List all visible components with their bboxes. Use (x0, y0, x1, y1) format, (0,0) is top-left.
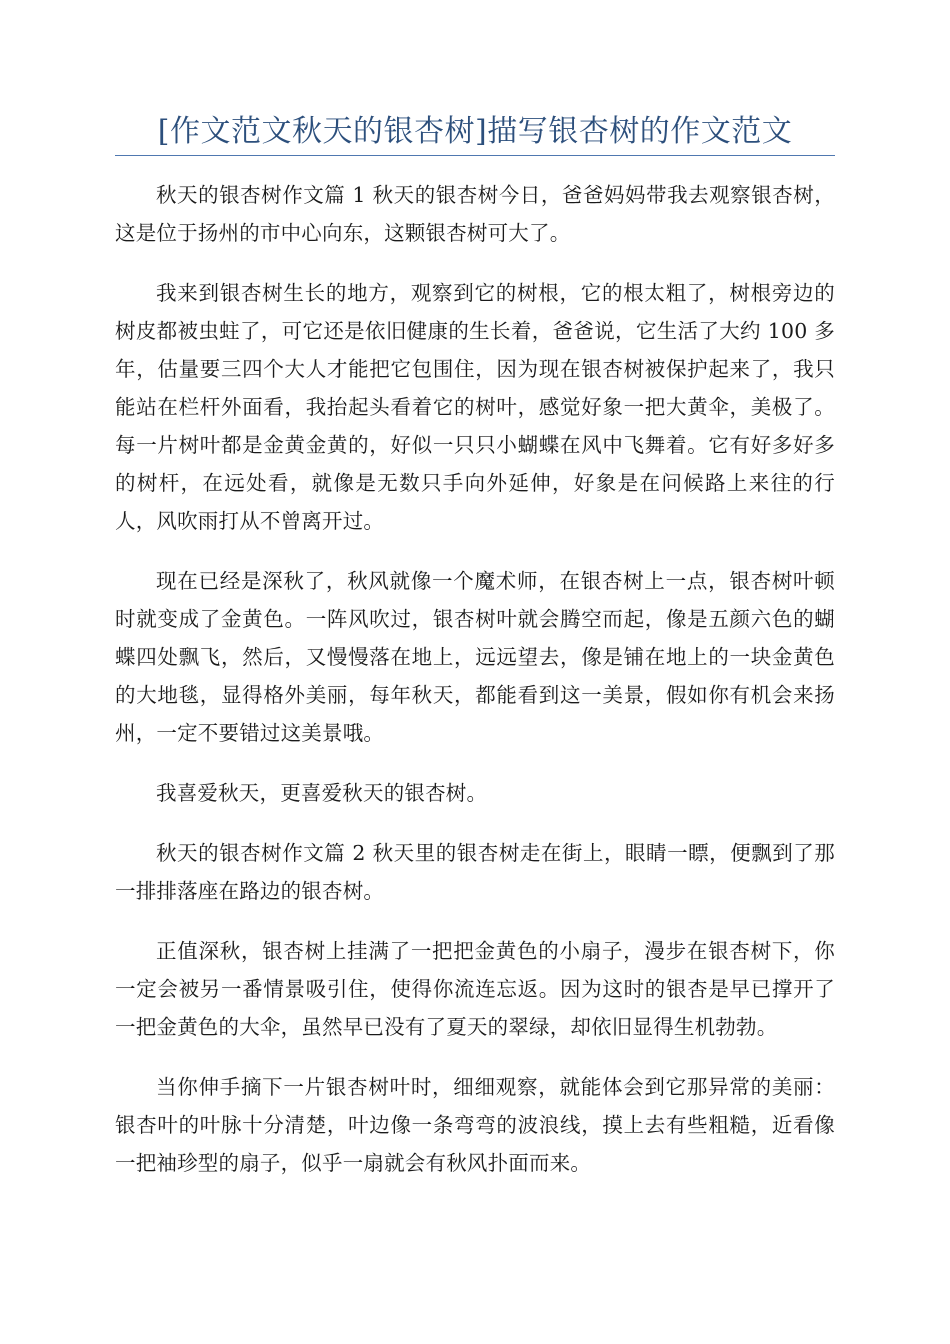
paragraph-5: 秋天的银杏树作文篇 2 秋天里的银杏树走在街上，眼睛一瞟，便飘到了那一排排落座在路边的银杏树。 (115, 841, 835, 903)
paragraph-2: 我来到银杏树生长的地方，观察到它的树根，它的根太粗了，树根旁边的树皮都被虫蛀了，可它还是依旧健康的生长着，爸爸说，它生活了大约 100 多年，估量要三四个大人才能把它包围住，因为现在银杏树被保护起来了，我只能站在栏杆外面看，我抬起头看着它的树叶，感觉好象一把大黄伞，美极了。每一片树叶都是金黄金黄的，好似一只只小蝴蝶在风中飞舞着。它有好多好多的树杆，在远处看，就像是无数只手向外延伸，好象是在问候路上来往的行人，风吹雨打从不曾离开过。 (115, 281, 835, 533)
paragraph-6: 正值深秋，银杏树上挂满了一把把金黄色的小扇子，漫步在银杏树下，你一定会被另一番情景吸引住，使得你流连忘返。因为这时的银杏是早已撑开了一把金黄色的大伞，虽然早已没有了夏天的翠绿，却依旧显得生机勃勃。 (115, 939, 835, 1039)
title-underline (115, 155, 835, 156)
paragraph-3: 现在已经是深秋了，秋风就像一个魔术师，在银杏树上一点，银杏树叶顿时就变成了金黄色。一阵风吹过，银杏树叶就会腾空而起，像是五颜六色的蝴蝶四处飘飞，然后，又慢慢落在地上，远远望去，像是铺在地上的一块金黄色的大地毯，显得格外美丽，每年秋天，都能看到这一美景，假如你有机会来扬州，一定不要错过这美景哦。 (115, 569, 835, 745)
document-title: [作文范文秋天的银杏树]描写银杏树的作文范文 (157, 114, 793, 149)
document-body (115, 176, 835, 1204)
paragraph-4: 我喜爱秋天，更喜爱秋天的银杏树。 (156, 781, 488, 805)
paragraph-1: 秋天的银杏树作文篇 1 秋天的银杏树今日，爸爸妈妈带我去观察银杏树，这是位于扬州的市中心向东，这颗银杏树可大了。 (115, 183, 835, 245)
paragraph-7: 当你伸手摘下一片银杏树叶时，细细观察，就能体会到它那异常的美丽：银杏叶的叶脉十分清楚，叶边像一条弯弯的波浪线，摸上去有些粗糙，近看像一把袖珍型的扇子，似乎一扇就会有秋风扑面而来。 (115, 1075, 835, 1175)
